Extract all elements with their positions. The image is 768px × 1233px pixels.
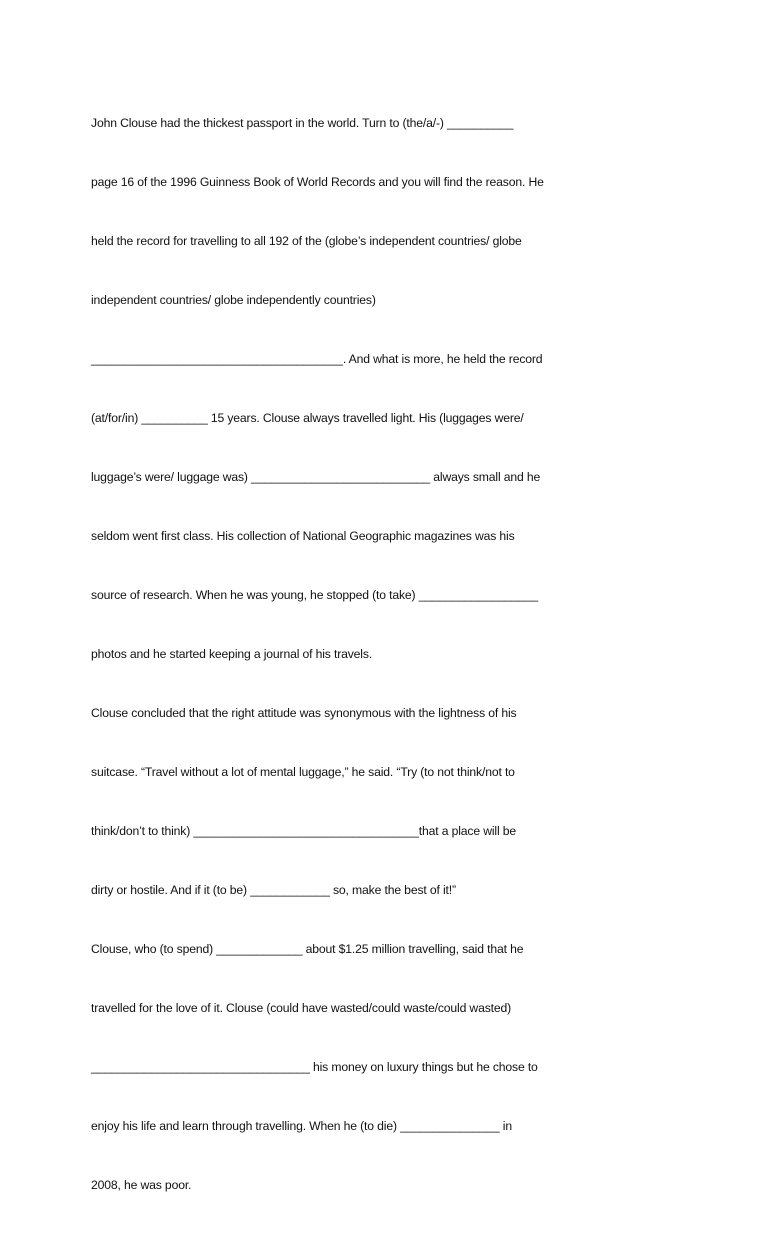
- text-line: John Clouse had the thickest passport in the world. Turn to (the/a/-) __________: [91, 116, 514, 130]
- text-line: dirty or hostile. And if it (to be) ____________ so, make the best of it!”: [91, 883, 456, 897]
- text-line: travelled for the love of it. Clouse (could have wasted/could waste/could wasted): [91, 1001, 512, 1015]
- text-line: think/don’t to think) __________________________________that a place will be: [91, 824, 517, 838]
- text-line: page 16 of the 1996 Guinness Book of World Records and you will find the reason. He: [91, 175, 544, 189]
- text-line: 2008, he was poor.: [91, 1178, 192, 1192]
- text-line: suitcase. “Travel without a lot of mental luggage,” he said. “Try (to not think/not to: [91, 765, 515, 779]
- text-line: Clouse concluded that the right attitude was synonymous with the lightness of his: [91, 706, 517, 720]
- text-line: seldom went first class. His collection of National Geographic magazines was his: [91, 529, 515, 543]
- text-line: source of research. When he was young, he stopped (to take) __________________: [91, 588, 539, 602]
- text-line: photos and he started keeping a journal of his travels.: [91, 647, 373, 661]
- exercise-text: [91, 84, 691, 1233]
- text-line: held the record for travelling to all 192 of the (globe’s independent countries/ globe: [91, 234, 522, 248]
- text-line: Clouse, who (to spend) _____________ about $1.25 million travelling, said that he: [91, 942, 524, 956]
- text-line: enjoy his life and learn through travelling. When he (to die) _______________ in: [91, 1119, 512, 1133]
- text-line: ______________________________________. And what is more, he held the record: [91, 352, 543, 366]
- text-line: _________________________________ his money on luxury things but he chose to: [91, 1060, 538, 1074]
- text-line: independent countries/ globe independently countries): [91, 293, 376, 307]
- text-line: (at/for/in) __________ 15 years. Clouse always travelled light. His (luggages were/: [91, 411, 524, 425]
- text-line: luggage’s were/ luggage was) ___________________________ always small and he: [91, 470, 541, 484]
